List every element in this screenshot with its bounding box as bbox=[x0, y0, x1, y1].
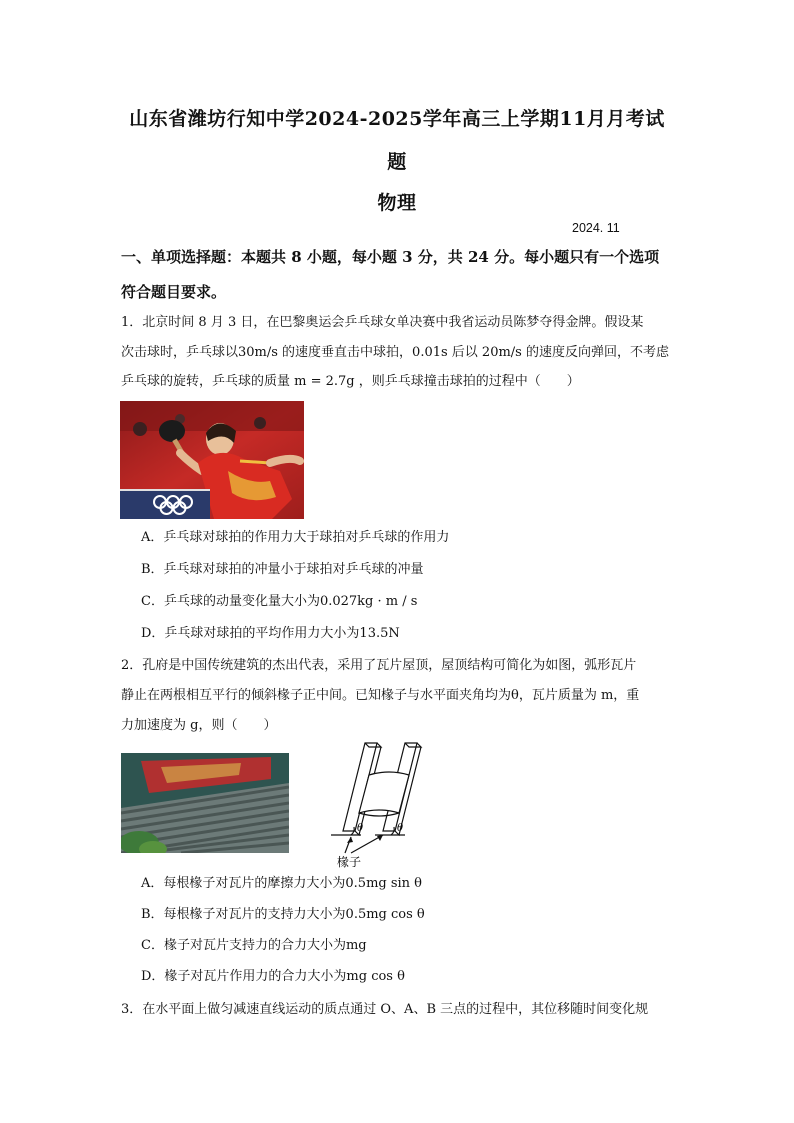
angle-left-label: θ bbox=[357, 823, 364, 834]
angle-right-label: θ bbox=[397, 823, 404, 834]
page-title-line2: 题 bbox=[387, 151, 407, 173]
q1-text-line1: 1．北京时间 8 月 3 日，在巴黎奥运会乒乓球女单决赛中我省运动员陈梦夺得金牌。假设某 bbox=[121, 315, 644, 330]
q2-option-a: A．每根椽子对瓦片的摩擦力大小为0.5mg sin θ bbox=[141, 876, 423, 891]
rafter-label: 椽子 bbox=[337, 855, 362, 869]
q2-option-b: B．每根椽子对瓦片的支持力大小为0.5mg cos θ bbox=[141, 907, 425, 922]
q1-text-line3: 乒乓球的旋转，乒乓球的质量 m = 2.7g ，则乒乓球撞击球拍的过程中（ ） bbox=[121, 374, 580, 389]
q1-option-c: C．乒乓球的动量变化量大小为0.027kg · m / s bbox=[141, 594, 418, 609]
q2-option-c: C．椽子对瓦片支持力的合力大小为mg bbox=[141, 938, 367, 953]
q1-option-b: B．乒乓球对球拍的冲量小于球拍对乒乓球的冲量 bbox=[141, 562, 424, 577]
q2-text-line1: 2．孔府是中国传统建筑的杰出代表，采用了瓦片屋顶，屋顶结构可简化为如图，弧形瓦片 bbox=[121, 658, 637, 673]
page-title-line1: 山东省潍坊行知中学2024-2025学年高三上学期11月月考试 bbox=[129, 108, 665, 130]
table-tennis-photo bbox=[120, 401, 304, 519]
exam-date: 2024. 11 bbox=[572, 221, 620, 235]
q1-option-a: A．乒乓球对球拍的作用力大于球拍对乒乓球的作用力 bbox=[141, 530, 450, 545]
subject-title: 物理 bbox=[377, 192, 417, 214]
roof-photo bbox=[121, 753, 289, 853]
q2-text-line2: 静止在两根相互平行的倾斜椽子正中间。已知椽子与水平面夹角均为θ，瓦片质量为 m，重 bbox=[121, 688, 640, 703]
section-heading-line2: 符合题目要求。 bbox=[121, 283, 227, 301]
section-heading-line1: 一、单项选择题：本题共 8 小题，每小题 3 分，共 24 分。每小题只有一个选项 bbox=[121, 248, 660, 266]
q3-text-line1: 3．在水平面上做匀减速直线运动的质点通过 O、A、B 三点的过程中，其位移随时间变化规 bbox=[121, 1002, 649, 1017]
q1-option-d: D．乒乓球对球拍的平均作用力大小为13.5N bbox=[141, 626, 400, 641]
rafter-tile-diagram bbox=[325, 741, 427, 871]
q2-text-line3: 力加速度为 g，则（ ） bbox=[121, 718, 277, 733]
q2-option-d: D．椽子对瓦片作用力的合力大小为mg cos θ bbox=[141, 969, 405, 984]
q1-text-line2: 次击球时，乒乓球以30m/s 的速度垂直击中球拍，0.01s 后以 20m/s 的速度反向弹回，不考虑 bbox=[121, 345, 669, 360]
